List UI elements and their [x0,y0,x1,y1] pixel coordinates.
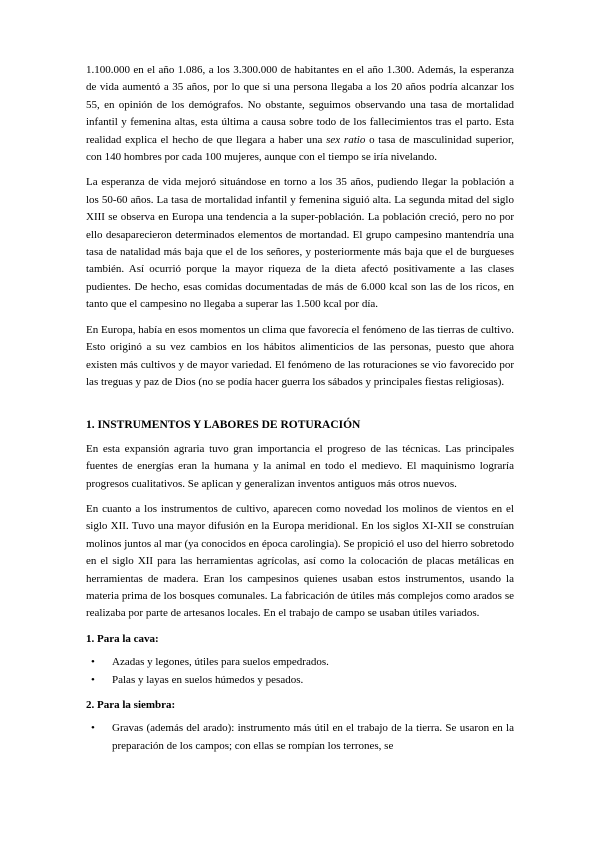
subheading-cava: 1. Para la cava: [86,632,159,645]
emphasis-sex-ratio: sex ratio [326,133,366,146]
document-page [86,62,514,755]
section-heading: 1. INSTRUMENTOS Y LABORES DE ROTURACIÓN [86,419,361,432]
subheading-siembra: 2. Para la siembra: [86,699,176,711]
list-siembra [86,720,514,755]
list-item: • Azadas y legones, útiles para suelos empedrados. [86,654,514,671]
paragraph-text: 1.100.000 en el año 1.086, a los 3.300.000 de habitantes en el año 1.300. Además, la esperanza de vida aumentó a 35 años, por lo que si una persona llegaba a los 20 años podría alcanzar los 55, en opinión de los demógrafos. No obstante, seguimos observando una tasa de mortalidad infantil y femenina altas, esta última a causa sobre todo de los fallecimientos tras el parto. Esta realidad explica el hecho de que llegara a haber una [86,64,514,146]
paragraph-text: o tasa de masculinidad superior, con 140 hombres por cada 100 mujeres, aunque con el tiempo se iría nivelando. [86,133,515,164]
paragraph-population [86,62,514,166]
paragraph-europe-climate: En Europa, había en esos momentos un clima que favorecía el fenómeno de las tierras de cultivo. Esto originó a su vez cambios en los hábitos alimenticios de las personas, puesto que ahora existen más cultivos y de mayor variedad. El fenómeno de las roturaciones se vio favorecido por las treguas y paz de Dios (no se podía hacer guerra los sábados y principales fiestas religiosas). [86,323,514,388]
list-cava [86,654,514,689]
paragraph-life-expectancy: La esperanza de vida mejoró situándose en torno a los 35 años, pudiendo llegar la población a los 50-60 años. La tasa de mortalidad infantil y femenina siguió alta. La segunda mitad del siglo XIII se observa en Europa una tendencia a la super-población. La población creció, pero no por ello desaparecieron determinados elementos de mortandad. El grupo campesino mantendría una tasa de natalidad más baja que el de los señores, y posteriormente más baja que el de burgueses también. Así ocurrió porque la mayor riqueza de la dieta afectó positivamente a las clases pudientes. De hecho, esas comidas documentadas de más de 6.000 kcal son las de los ricos, en tanto que el campesino no llegaba a superar las 1.500 kcal por día. [86,176,514,311]
paragraph-techniques: En esta expansión agraria tuvo gran importancia el progreso de las técnicas. Las principales fuentes de energías eran la humana y la animal en todo el medievo. El maquinismo lograría progresos cualitativos. Se aplican y generalizan inventos antiguos más otros nuevos. [86,442,514,490]
list-item: • Palas y layas en suelos húmedos y pesados. [86,672,514,689]
list-item: • Gravas (además del arado): instrumento más útil en el trabajo de la tierra. Se usaron en la preparación de los campos; con ellas se rompían los terrones, se [86,720,514,755]
paragraph-instruments: En cuanto a los instrumentos de cultivo, aparecen como novedad los molinos de vientos en el siglo XII. Tuvo una mayor difusión en la Europa meridional. En los siglos XI-XII se construían molinos juntos al mar (ya conocidos en época carolingia). Se propició el uso del hierro sobretodo en el siglo XII para las herramientas agrícolas, así como la colocación de placas metálicas en herramientas de madera. Eran los campesinos quienes usaban estos instrumentos, usando la materia prima de los bosques comunales. La fabricación de útiles más complejos como arados se realizaba por parte de artesanos locales. En el trabajo de campo se usaban útiles variados. [86,502,514,620]
